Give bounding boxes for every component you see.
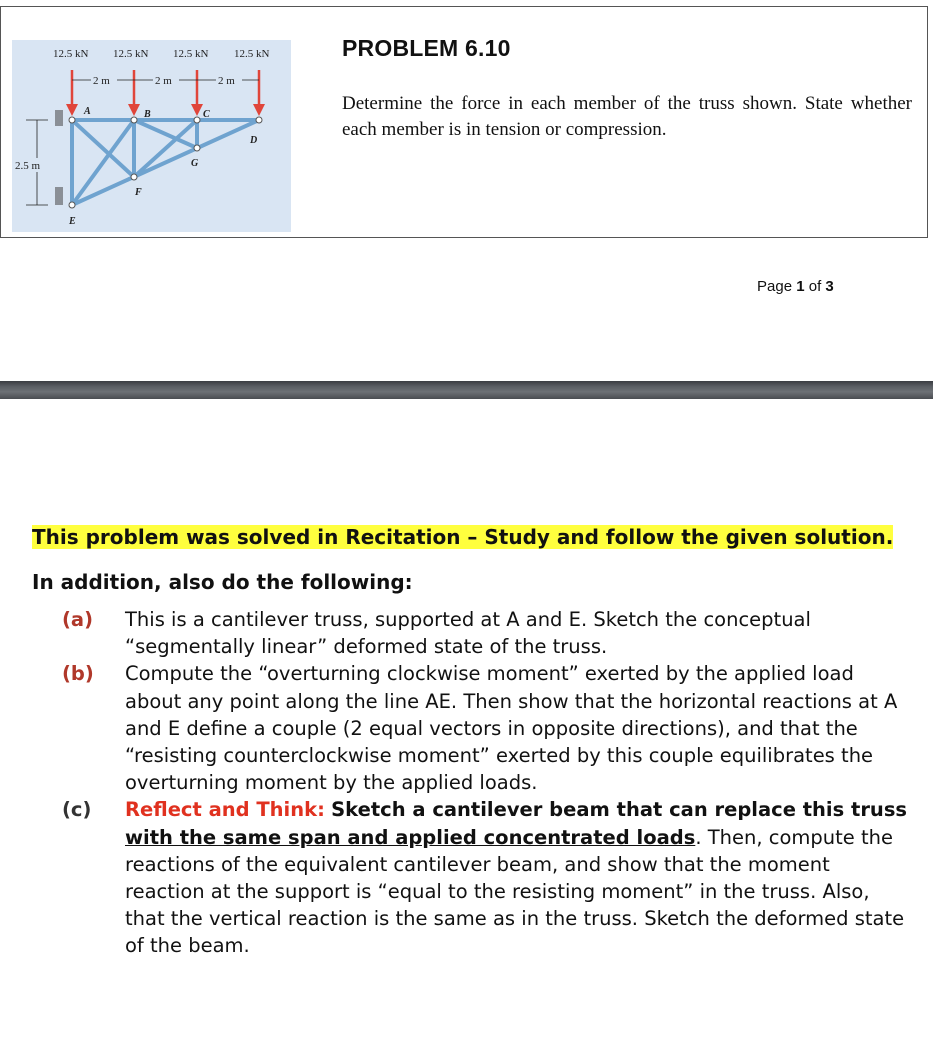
item-label: (c) [62,798,92,822]
load-label: 12.5 kN [234,48,270,60]
task-list [32,606,912,960]
page-separator [0,381,933,399]
spacing-label: 2 m [155,75,172,87]
page-of: of [808,278,822,295]
item-text: . Then, compute the reactions of the equivalent cantilever beam, and show that the moment reaction at the support is “equal to the resisting moment” in the truss. Also, that the vertical reaction is the same as in the truss. Sketch the deformed state of the beam. [125,825,905,958]
item-underlined-text: with the same span and applied concentrated loads [125,825,696,849]
joint-label: D [250,135,258,146]
truss-diagram [12,40,291,232]
member-bg [134,120,197,148]
page-current: 1 [796,278,805,295]
reflect-lead: Reflect and Think: [125,798,325,822]
height-label: 2.5 m [15,160,41,172]
joint-label: B [144,109,151,120]
truss-figure [12,40,291,232]
spacing-label: 2 m [93,75,110,87]
item-text: Compute the “overturning clockwise moment” exerted by the applied load about any point along the line AE. Then show that the horizontal reactions at A and E define a couple (2 equal vectors in opposite directions), and that the “resisting counterclockwise moment” exerted by this couple equilibrates the overturning moment by the applied loads. [125,662,898,795]
page-prefix: Page [757,278,793,295]
problem-statement: Determine the force in each member of the truss shown. State whether each member is in tension or compression. [342,93,912,140]
joint-label: F [135,187,142,198]
item-bold-text: Sketch a cantilever beam that can replace this truss [331,798,908,822]
load-label: 12.5 kN [113,48,149,60]
recitation-note: This problem was solved in Recitation – Study and follow the given solution. [32,525,894,549]
item-label: (b) [62,662,94,686]
problem-title: PROBLEM 6.10 [342,35,511,61]
instructions [32,524,912,960]
load-label: 12.5 kN [53,48,89,60]
spacing-label: 2 m [218,75,235,87]
page-indicator [757,278,834,295]
support-a-wall [55,110,63,126]
joint-label: G [191,158,199,169]
list-item [32,660,912,796]
item-label: (a) [62,608,93,631]
list-item [32,796,912,959]
list-item [32,606,912,660]
member-af [72,120,134,177]
joint-label: C [203,109,210,120]
member-fc [134,120,197,177]
joint-label: E [69,216,76,227]
joint-label: A [84,106,91,117]
support-e-wall [55,187,63,205]
page-total: 3 [825,278,834,295]
addition-heading: In addition, also do the following: [32,570,413,594]
item-text: This is a cantilever truss, supported at A and E. Sketch the conceptual “segmentally linear” deformed state of the truss. [125,608,811,659]
problem-box [0,6,928,238]
load-label: 12.5 kN [173,48,209,60]
